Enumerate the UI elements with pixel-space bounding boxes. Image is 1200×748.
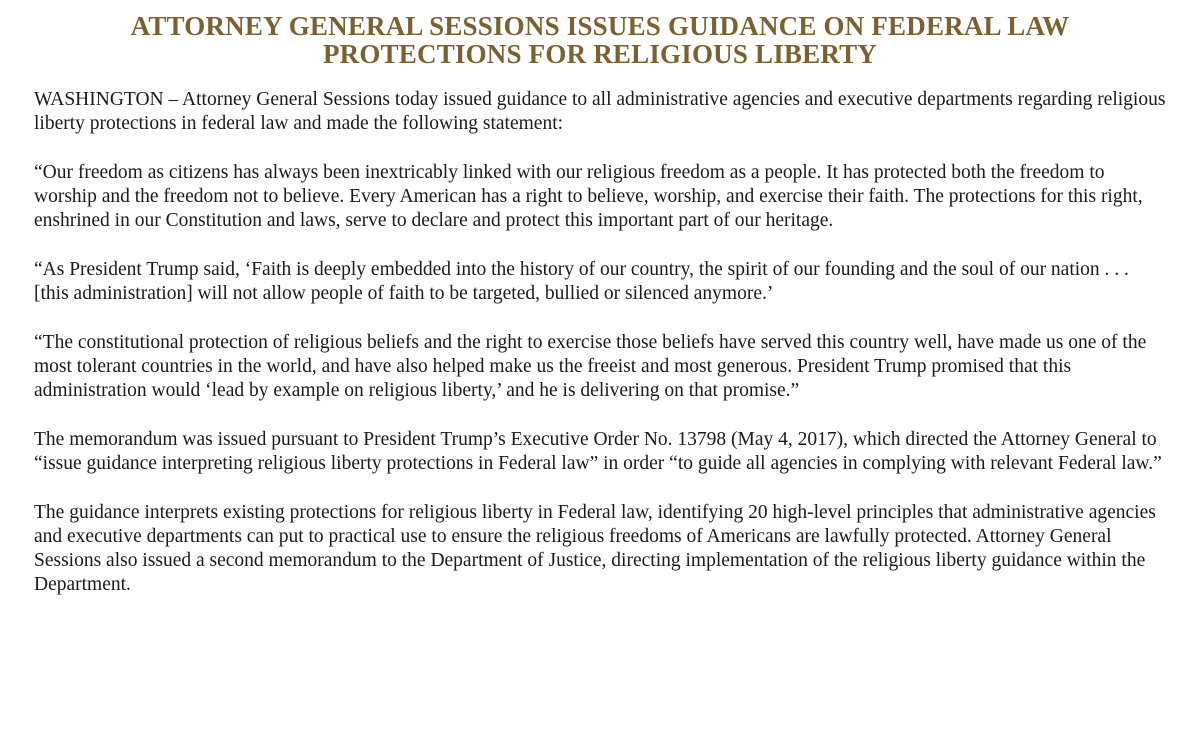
press-release-title [34,12,1166,68]
paragraph-quote-trump: “As President Trump said, ‘Faith is deeply embedded into the history of our country, the spirit of our founding and the soul of our nation . . . [this administration] will not allow people of faith to be targeted, bullied or silenced anymore.’ [34,259,1129,304]
paragraph-memorandum: The memorandum was issued pursuant to President Trump’s Executive Order No. 13798 (May 4, 2017), which directed the Attorney General to “issue guidance interpreting religious liberty protections in Federal law” in order “to guide all agencies in complying with relevant Federal law.” [34,429,1162,474]
paragraph-guidance: The guidance interprets existing protections for religious liberty in Federal law, identifying 20 high-level principles that administrative agencies and executive departments can put to practical use to ensure the religious freedoms of Americans are lawfully protected. Attorney General Sessions also issued a second memorandum to the Department of Justice, directing implementation of the religious liberty guidance within the Department. [34,502,1156,595]
title-line-2: PROTECTIONS FOR RELIGIOUS LIBERTY [322,39,878,69]
paragraph-quote-freedom: “Our freedom as citizens has always been inextricably linked with our religious freedom as a people. It has protected both the freedom to worship and the freedom not to believe. Every American has a right to believe, worship, and exercise their faith. The protections for this right, enshrined in our Constitution and laws, serve to declare and protect this important part of our heritage. [34,162,1143,231]
title-line-1: ATTORNEY GENERAL SESSIONS ISSUES GUIDANCE ON FEDERAL LAW [130,11,1070,41]
paragraph-intro: WASHINGTON – Attorney General Sessions today issued guidance to all administrative agencies and executive departments regarding religious liberty protections in federal law and made the following statement: [34,89,1166,134]
paragraph-quote-constitution: “The constitutional protection of religious beliefs and the right to exercise those beliefs have served this country well, have made us one of the most tolerant countries in the world, and have also helped make us the freeist and most generous. President Trump promised that this administration would ‘lead by example on religious liberty,’ and he is delivering on that promise.” [34,332,1147,401]
